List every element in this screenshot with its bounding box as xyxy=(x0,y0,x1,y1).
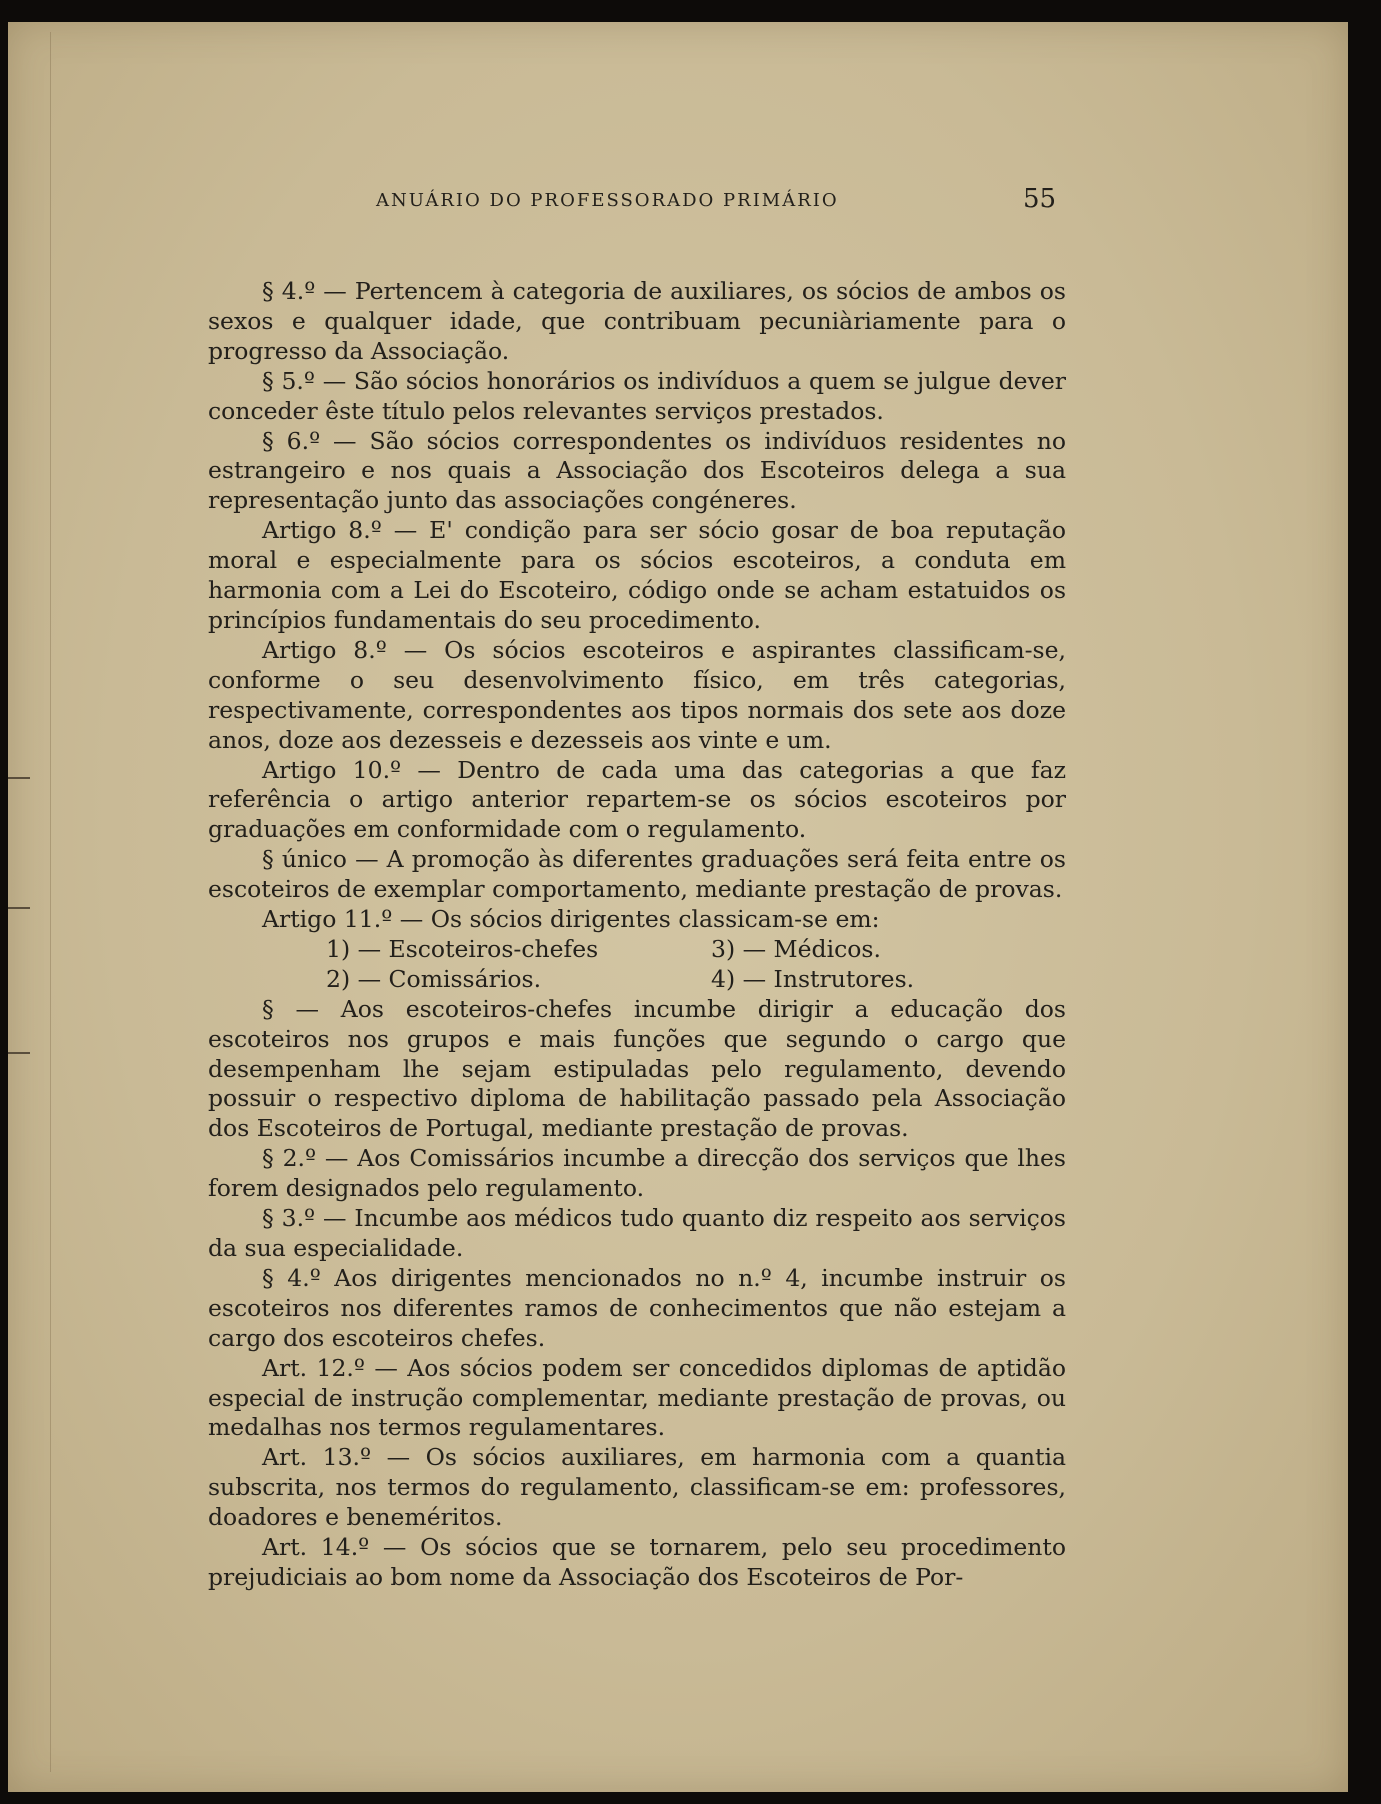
paragraph: § — Aos escoteiros-chefes incumbe dirigir a educação dos escoteiros nos grupos e mais funções que segundo o cargo que desempenham lhe sejam estipuladas pelo regulamento, devendo possuir o respectivo diploma de habilitação passado pela Associação dos Escoteiros de Portugal, mediante prestação de provas. xyxy=(208,994,1066,1143)
header-title: ANUÁRIO DO PROFESSORADO PRIMÁRIO xyxy=(376,190,839,211)
paragraph: § 2.º — Aos Comissários incumbe a direcção dos serviços que lhes forem designados pelo regulamento. xyxy=(208,1144,1066,1203)
paragraph: § 3.º — Incumbe aos médicos tudo quanto diz respeito aos serviços da sua especialidade. xyxy=(208,1204,1066,1262)
list-item: 3) — Médicos. xyxy=(711,934,881,963)
paragraph: Artigo 10.º — Dentro de cada uma das categorias a que faz referência o artigo anterior repartem-se os sócios escoteiros por graduações em conformidade com o regulamento. xyxy=(208,755,1066,844)
list-item: 2) — Comissários. xyxy=(326,964,542,993)
scanned-page xyxy=(8,22,1348,1792)
list-item: 1) — Escoteiros-chefes xyxy=(326,934,599,963)
paragraph: § único — A promoção às diferentes graduações será feita entre os escoteiros de exemplar comportamento, mediante prestação de provas. xyxy=(208,845,1066,904)
body-text xyxy=(208,277,1066,1593)
paragraph: § 6.º — São sócios correspondentes os indivíduos residentes no estrangeiro e nos quais a Associação dos Escoteiros delega a sua representação junto das associações congéneres. xyxy=(208,426,1066,515)
edge-mark xyxy=(8,907,30,909)
page-number: 55 xyxy=(1023,184,1057,214)
paragraph: Art. 14.º — Os sócios que se tornarem, pelo seu procedimento prejudiciais ao bom nome da Associação dos Escoteiros de Por- xyxy=(208,1533,1066,1591)
edge-mark xyxy=(8,777,30,779)
paragraph: § 5.º — São sócios honorários os indivíduos a quem se julgue dever conceder êste título pelos relevantes serviços prestados. xyxy=(208,366,1066,425)
paragraph: § 4.º Aos dirigentes mencionados no n.º 4, incumbe instruir os escoteiros nos diferentes ramos de conhecimentos que não estejam a cargo dos escoteiros chefes. xyxy=(208,1263,1066,1352)
edge-mark xyxy=(8,1052,30,1054)
list-row xyxy=(208,965,1066,995)
paragraph: § 4.º — Pertencem à categoria de auxiliares, os sócios de ambos os sexos e qualquer idade, que contribuam pecuniàriamente para o progresso da Associação. xyxy=(208,277,1066,365)
paragraph: Artigo 11.º — Os sócios dirigentes classicam-se em: xyxy=(262,905,880,934)
paragraph: Artigo 8.º — E' condição para ser sócio gosar de boa reputação moral e especialmente para os sócios escoteiros, a conduta em harmonia com a Lei do Escoteiro, código onde se acham estatuidos os princípios fundamentais do seu procedimento. xyxy=(208,516,1066,634)
paragraph: Art. 13.º — Os sócios auxiliares, em harmonia com a quantia subscrita, nos termos do regulamento, classificam-se em: professores, doadores e beneméritos. xyxy=(208,1443,1066,1532)
list-row xyxy=(208,935,1066,965)
running-header xyxy=(8,184,1348,220)
paragraph: Artigo 8.º — Os sócios escoteiros e aspirantes classificam-se, conforme o seu desenvolvimento físico, em três categorias, respectivamente, correspondentes aos tipos normais dos sete aos doze anos, doze aos dezesseis e dezesseis aos vinte e um. xyxy=(208,635,1066,754)
paragraph: Art. 12.º — Aos sócios podem ser concedidos diplomas de aptidão especial de instrução complementar, mediante prestação de provas, ou medalhas nos termos regulamentares. xyxy=(208,1353,1066,1442)
list-item: 4) — Instrutores. xyxy=(711,964,915,993)
page-fold-line xyxy=(50,32,51,1772)
